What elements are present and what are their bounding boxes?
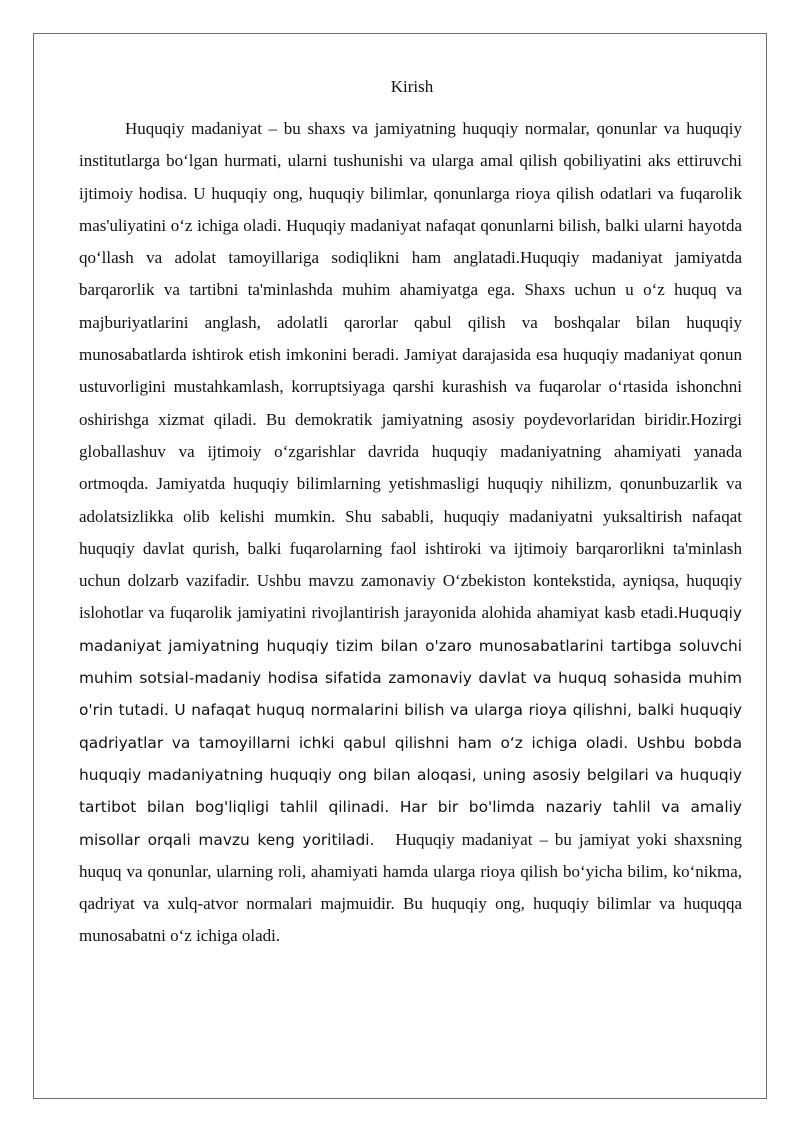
paragraph-text-part-2: Huquqiy madaniyat jamiyatning huquqiy tizim bilan o'zaro munosabatlarini tartibga soluvchi muhim sotsial-madaniy hodisa sifatida zamonaviy davlat va huquq sohasida muhim o'rin tutadi. U nafaqat huquq normalarini bilish va ularga rioya qilishni, balki huquqiy qadriyatlar va tamoyillarni ichki qabul qilishni ham o‘z ichiga oladi. Ushbu bobda huquqiy madaniyatning huquqiy ong bilan aloqasi, uning asosiy belgilari va huquqiy tartibot bilan bog'liqligi tahlil qilinadi. Har bir bo'limda nazariy tahlil va amaliy misollar orqali mavzu keng yoritiladi. xyxy=(79,604,742,849)
document-body xyxy=(79,72,747,953)
paragraph-text-part-1: Huquqiy madaniyat – bu shaxs va jamiyatning huquqiy normalar, qonunlar va huquqiy institutlarga bo‘lgan hurmati, ularni tushunishi va ularga amal qilish qobiliyatini aks ettiruvchi ijtimoiy hodisa. U huquqiy ong, huquqiy bilimlar, qonunlarga rioya qilish odatlari va fuqarolik mas'uliyatini o‘z ichiga oladi. Huquqiy madaniyat nafaqat qonunlarni bilish, balki ularni hayotda qo‘llash va adolat tamoyillariga sodiqlikni ham anglatadi.Huquqiy madaniyat jamiyatda barqarorlik va tartibni ta'minlashda muhim ahamiyatga ega. Shaxs uchun u o‘z huquq va majburiyatlarini anglash, adolatli qarorlar qabul qilish va boshqalar bilan huquqiy munosabatlarda ishtirok etish imkonini beradi. Jamiyat darajasida esa huquqiy madaniyat qonun ustuvorligini mustahkamlash, korruptsiyaga qarshi kurashish va fuqarolar o‘rtasida ishonchni oshirishga xizmat qiladi. Bu demokratik jamiyatning asosiy poydevorlaridan biridir.Hozirgi globallashuv va ijtimoiy o‘zgarishlar davrida huquqiy madaniyatning ahamiyati yanada ortmoqda. Jamiyatda huquqiy bilimlarning yetishmasligi huquqiy nihilizm, qonunbuzarlik va adolatsizlikka olib kelishi mumkin. Shu sababli, huquqiy madaniyatni yuksaltirish nafaqat huquqiy davlat qurish, balki fuqarolarning faol ishtiroki va ijtimoiy barqarorlikni ta'minlash uchun dolzarb vazifadir. Ushbu mavzu zamonaviy O‘zbekiston kontekstida, ayniqsa, huquqiy islohotlar va fuqarolik jamiyatini rivojlantirish jarayonida alohida ahamiyat kasb etadi. xyxy=(79,119,742,623)
section-title: Kirish xyxy=(390,77,434,96)
paragraph-text-part-3: Huquqiy madaniyat – bu jamiyat yoki shaxsning huquq va qonunlar, ularning roli, ahamiyati hamda ularga rioya qilish bo‘yicha bilim, ko‘nikma, qadriyat va xulq-atvor normalari majmuidir. Bu huquqiy ong, huquqiy bilimlar va huquqqa munosabatni o‘z ichiga oladi. xyxy=(79,829,747,946)
body-paragraph xyxy=(79,113,747,953)
